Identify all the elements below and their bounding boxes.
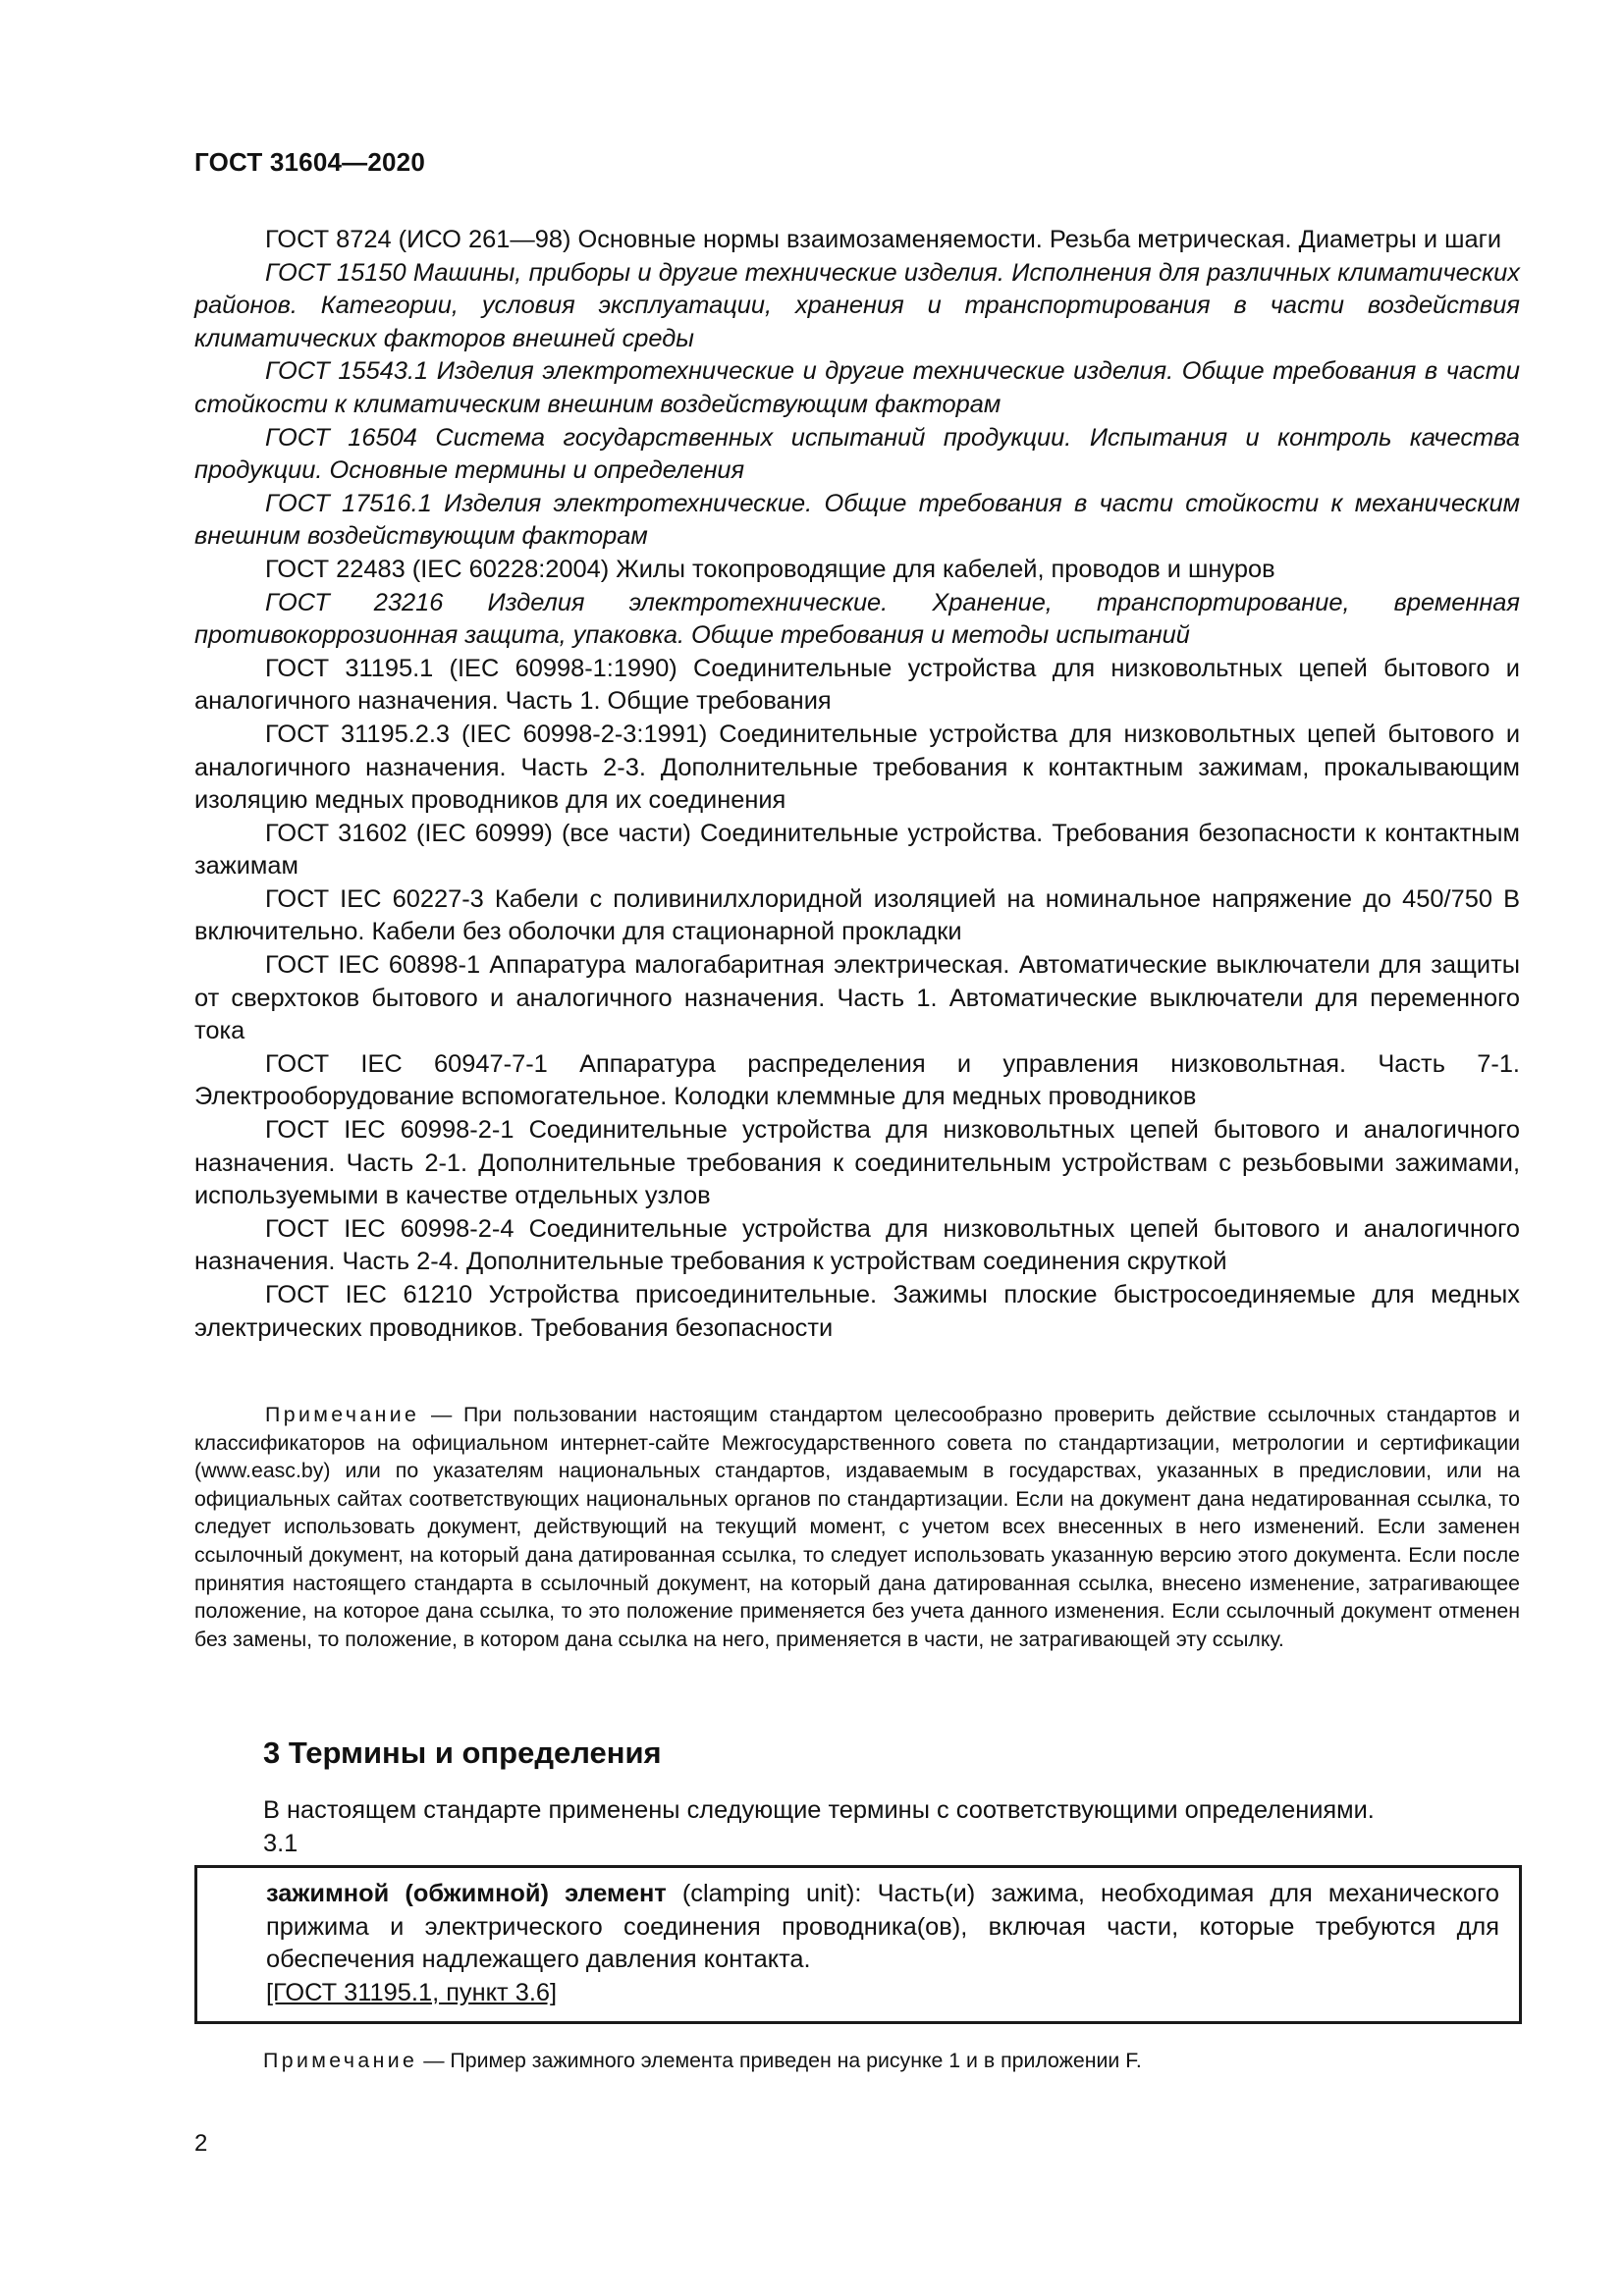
reference-item: ГОСТ 16504 Система государственных испытаний продукции. Испытания и контроль качества продукции. Основные термины и определения [194, 423, 1520, 485]
intro-text: В настоящем стандарте применены следующие термины с соответствующими определениями. [263, 1796, 1375, 1824]
term-definition [266, 1878, 1499, 1977]
reference-item: ГОСТ IEC 60227-3 Кабели с поливинилхлоридной изоляцией на номинальное напряжение до 450/750 В включительно. Кабели без оболочки для стационарной прокладки [194, 884, 1520, 946]
page-number: 2 [194, 2130, 208, 2157]
term-name: зажимной (обжимной) элемент [266, 1880, 667, 1907]
term-definition-text: Часть(и) зажима, необходимая для механического прижима и электрического соединения проводника(ов), включая части, которые требуются для обеспечения надлежащего давления контакта. [266, 1880, 1500, 1974]
term-note [263, 2047, 1520, 2074]
reference-item: ГОСТ IEC 60998-2-1 Соединительные устройства для низковольтных цепей бытового и аналогичного назначения. Часть 2-1. Дополнительные требования к соединительным устройствам с резьбовыми зажимами, используемыми в качестве отдельных узлов [194, 1116, 1520, 1210]
note-dash: — [419, 1403, 463, 1426]
reference-item: ГОСТ 17516.1 Изделия электротехнические. Общие требования в части стойкости к механическим внешним воздействующим факторам [194, 489, 1520, 551]
reference-item: ГОСТ 22483 (IEC 60228:2004) Жилы токопроводящие для кабелей, проводов и шнуров [265, 555, 1275, 583]
section-intro [263, 1793, 1520, 1860]
term-english: (clamping unit): [666, 1880, 878, 1907]
note-label: Примечание [265, 1403, 420, 1426]
reference-item: ГОСТ 15543.1 Изделия электротехнические и другие технические изделия. Общие требования в части стойкости к климатическим внешним воздействующим факторам [194, 357, 1520, 418]
reference-item: ГОСТ 31195.1 (IEC 60998-1:1990) Соединительные устройства для низковольтных цепей бытового и аналогичного назначения. Часть 1. Общие требования [194, 654, 1520, 716]
normative-references-list [194, 224, 1520, 1345]
term-source-link: [ГОСТ 31195.1, пункт 3.6] [266, 1978, 558, 2006]
note-dash: — [417, 2049, 451, 2072]
note-label: Примечание [263, 2049, 418, 2072]
references-note [194, 1401, 1520, 1653]
reference-item: ГОСТ 15150 Машины, приборы и другие технические изделия. Исполнения для различных климатических районов. Категории, условия эксплуатации, хранения и транспортирования в части воздействия климатических факторов внешней среды [194, 258, 1520, 352]
term-definition-box [194, 1865, 1522, 2024]
reference-item: ГОСТ IEC 60998-2-4 Соединительные устройства для низковольтных цепей бытового и аналогичного назначения. Часть 2-4. Дополнительные требования к устройствам соединения скруткой [194, 1214, 1520, 1276]
reference-item: ГОСТ 8724 (ИСО 261—98) Основные нормы взаимозаменяемости. Резьба метрическая. Диаметры и шаги [265, 226, 1502, 253]
note-text: Пример зажимного элемента приведен на рисунке 1 и в приложении F. [450, 2049, 1142, 2072]
reference-item: ГОСТ 31195.2.3 (IEC 60998-2-3:1991) Соединительные устройства для низковольтных цепей бытового и аналогичного назначения. Часть 2-3. Дополнительные требования к контактным зажимам, прокалывающим изоляцию медных проводников для их соединения [194, 720, 1520, 815]
reference-item: ГОСТ IEC 60898-1 Аппаратура малогабаритная электрическая. Автоматические выключатели для защиты от сверхтоков бытового и аналогичного назначения. Часть 1. Автоматические выключатели для переменного тока [194, 951, 1520, 1045]
term-source [266, 1977, 1499, 2010]
reference-item: ГОСТ IEC 61210 Устройства присоединительные. Зажимы плоские быстросоединяемые для медных электрических проводников. Требования безопасности [194, 1281, 1520, 1342]
section-heading: 3 Термины и определения [263, 1735, 662, 1770]
reference-item: ГОСТ IEC 60947-7-1 Аппаратура распределения и управления низковольтная. Часть 7-1. Электрооборудование вспомогательное. Колодки клеммные для медных проводников [194, 1049, 1520, 1111]
page-header: ГОСТ 31604—2020 [194, 147, 425, 177]
reference-item: ГОСТ 23216 Изделия электротехнические. Хранение, транспортирование, временная противокоррозионная защита, упаковка. Общие требования и методы испытаний [194, 588, 1520, 650]
term-number: 3.1 [263, 1830, 298, 1857]
reference-item: ГОСТ 31602 (IEC 60999) (все части) Соединительные устройства. Требования безопасности к контактным зажимам [194, 819, 1520, 881]
note-text: При пользовании настоящим стандартом целесообразно проверить действие ссылочных стандартов и классификаторов на официальном интернет-сайте Межгосударственного совета по стандартизации, метрологии и сертификации (www.easc.by) или по указателям национальных стандартов, издаваемым в государствах, указанных в предисловии, или на официальных сайтах соответствующих национальных органов по стандартизации. Если на документ дана недатированная ссылка, то следует использовать документ, действующий на текущий момент, с учетом всех внесенных в него изменений. Если заменен ссылочный документ, на который дана датированная ссылка, то следует использовать указанную версию этого документа. Если после принятия настоящего стандарта в ссылочный документ, на который дана датированная ссылка, внесено изменение, затрагивающее положение, на которое дана ссылка, то это положение применяется без учета данного изменения. Если ссылочный документ отменен без замены, то положение, в котором дана ссылка на него, применяется в части, не затрагивающей эту ссылку. [194, 1403, 1520, 1651]
